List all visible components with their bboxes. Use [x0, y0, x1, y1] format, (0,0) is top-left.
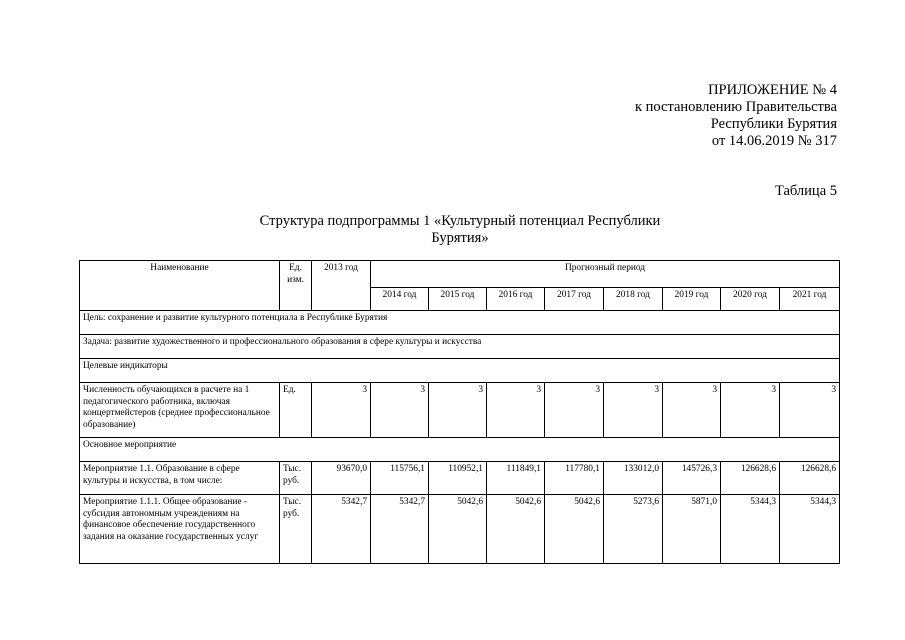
goal-text: Цель: сохранение и развитие культурного потенциала в Республике Бурятия: [80, 311, 840, 335]
row-value: 3: [721, 383, 780, 438]
row-value: 5344,3: [780, 495, 840, 564]
row-unit: Тыс. руб.: [280, 462, 312, 495]
row-value: 133012,0: [604, 462, 663, 495]
table-number: Таблица 5: [774, 183, 837, 199]
header-year: 2017 год: [545, 288, 604, 311]
header-name: Наименование: [80, 261, 280, 311]
appendix-header: [635, 82, 837, 150]
row-value: 115756,1: [371, 462, 429, 495]
task-row: [80, 335, 840, 359]
row-unit: Тыс. руб.: [280, 495, 312, 564]
row-value: 3: [663, 383, 721, 438]
row-value: 3: [604, 383, 663, 438]
document-title: [200, 213, 720, 247]
row-value: 3: [545, 383, 604, 438]
row-name: Мероприятие 1.1.1. Общее образование - субсидия автономным учреждениям на финансовое обеспечение государственного задания на оказание государственных услуг: [80, 495, 280, 564]
header-year: 2014 год: [371, 288, 429, 311]
header-2013: 2013 год: [312, 261, 371, 311]
task-text: Задача: развитие художественного и профессионального образования в сфере культуры и искусства: [80, 335, 840, 359]
table-header-row: [80, 261, 840, 288]
row-value: 5042,6: [487, 495, 545, 564]
row-value: 5042,6: [429, 495, 487, 564]
goal-row: [80, 311, 840, 335]
table-row: [80, 383, 840, 438]
document-title-line2: Бурятия»: [431, 230, 489, 246]
appendix-republic: Республики Бурятия: [710, 116, 837, 132]
header-year: 2020 год: [721, 288, 780, 311]
indicators-heading: Целевые индикаторы: [80, 359, 840, 383]
header-year: 2019 год: [663, 288, 721, 311]
row-value: 5042,6: [545, 495, 604, 564]
appendix-date: от 14.06.2019 № 317: [711, 133, 837, 149]
row-value: 3: [487, 383, 545, 438]
document-title-line1: Структура подпрограммы 1 «Культурный потенциал Республики: [259, 213, 661, 229]
row-value: 3: [780, 383, 840, 438]
header-year: 2016 год: [487, 288, 545, 311]
row-value: 111849,1: [487, 462, 545, 495]
row-value: 117780,1: [545, 462, 604, 495]
main-activity-heading-row: [80, 438, 840, 462]
table-row: [80, 462, 840, 495]
subprogram-structure-table: [79, 260, 840, 564]
row-value: 5344,3: [721, 495, 780, 564]
row-value: 126628,6: [721, 462, 780, 495]
header-unit: Ед. изм.: [280, 261, 312, 311]
row-value: 5342,7: [371, 495, 429, 564]
row-value: 3: [312, 383, 371, 438]
row-value: 3: [429, 383, 487, 438]
row-name: Численность обучающихся в расчете на 1 педагогического работника, включая концертмейстеров (среднее профессиональное образование): [80, 383, 280, 438]
header-year: 2018 год: [604, 288, 663, 311]
header-year: 2021 год: [780, 288, 840, 311]
row-value: 110952,1: [429, 462, 487, 495]
row-value: 126628,6: [780, 462, 840, 495]
row-unit: Ед.: [280, 383, 312, 438]
row-value: 5871,0: [663, 495, 721, 564]
main-activity-heading: Основное мероприятие: [80, 438, 840, 462]
table-row: [80, 495, 840, 564]
row-name: Мероприятие 1.1. Образование в сфере культуры и искусства, в том числе:: [80, 462, 280, 495]
appendix-title: ПРИЛОЖЕНИЕ № 4: [708, 82, 837, 98]
row-value: 3: [371, 383, 429, 438]
row-value: 93670,0: [312, 462, 371, 495]
appendix-resolution: к постановлению Правительства: [635, 99, 837, 115]
header-forecast-period: Прогнозный период: [371, 261, 840, 288]
row-value: 145726,3: [663, 462, 721, 495]
row-value: 5273,6: [604, 495, 663, 564]
indicators-heading-row: [80, 359, 840, 383]
header-year: 2015 год: [429, 288, 487, 311]
row-value: 5342,7: [312, 495, 371, 564]
